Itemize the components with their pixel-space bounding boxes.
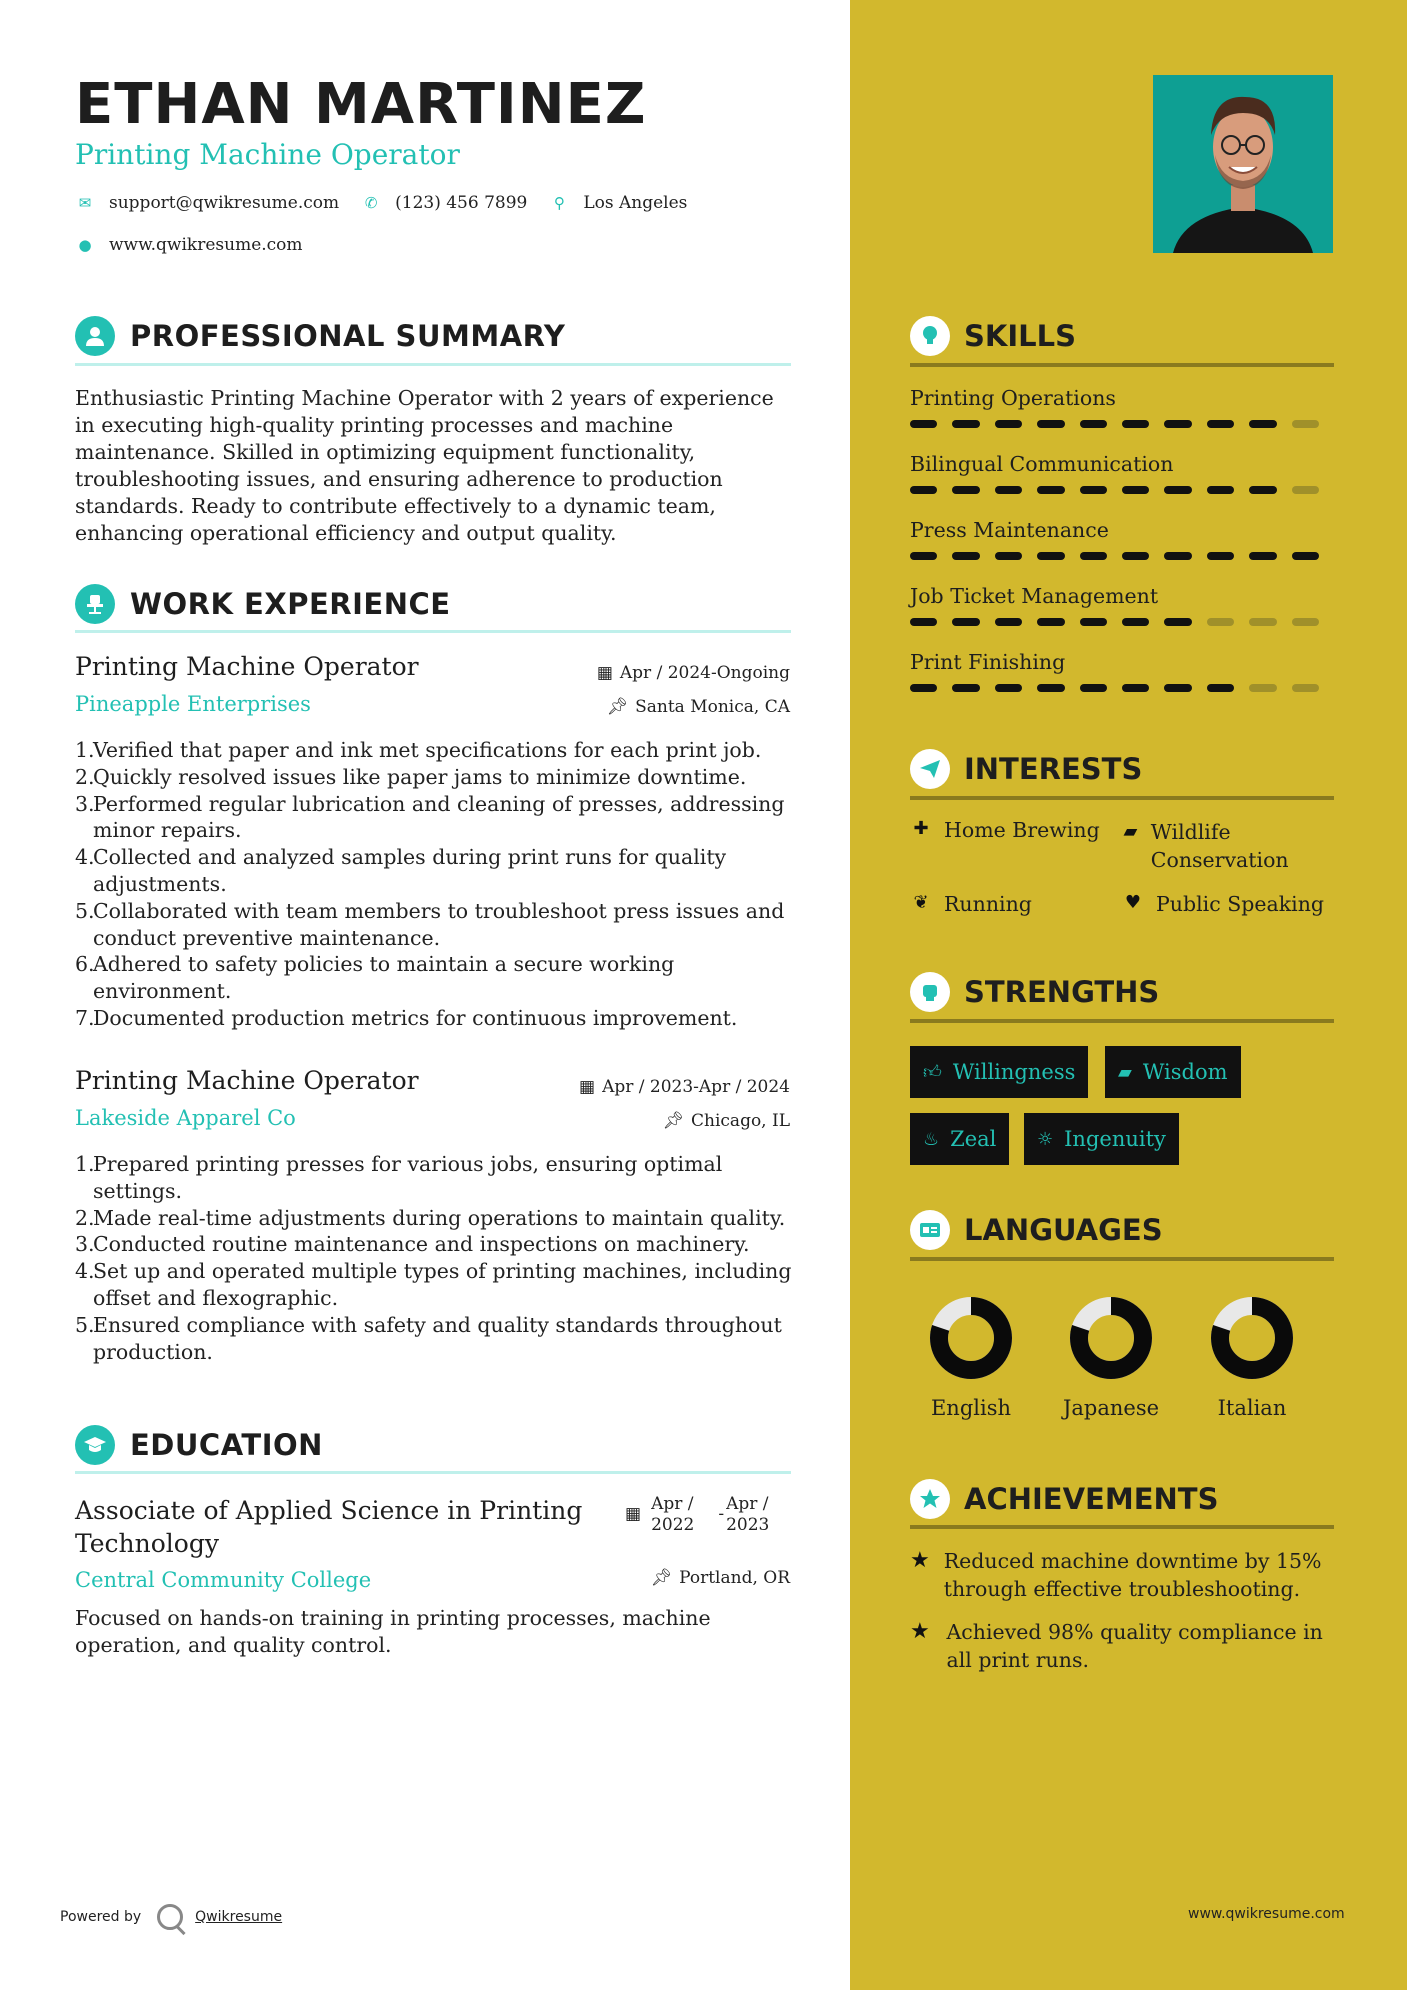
user-icon bbox=[75, 316, 115, 356]
education-end-year: 2023 bbox=[726, 1515, 770, 1535]
education-start bbox=[651, 1494, 694, 1536]
skill-dot bbox=[995, 552, 1022, 560]
calendar-icon: ▦ bbox=[579, 1077, 596, 1097]
languages-divider bbox=[910, 1257, 1334, 1261]
language-icon bbox=[910, 1210, 950, 1250]
skill-dot bbox=[1292, 420, 1319, 428]
skill-dot bbox=[1207, 618, 1234, 626]
summary-divider bbox=[75, 363, 791, 366]
list-item: Set up and operated multiple types of printing machines, including offset and flexographic. bbox=[93, 1259, 792, 1310]
skill-dot bbox=[910, 684, 937, 692]
strength-label: Ingenuity bbox=[1064, 1127, 1166, 1151]
skill-item bbox=[910, 650, 1334, 692]
list-item: Made real-time adjustments during operations to maintain quality. bbox=[93, 1205, 786, 1230]
interests-header bbox=[910, 749, 1142, 789]
degree-title: Associate of Applied Science in Printing Technology bbox=[75, 1496, 583, 1558]
skill-dot bbox=[1037, 486, 1064, 494]
strength-tag bbox=[910, 1113, 1009, 1165]
achievement-text: Reduced machine downtime by 15% through effective troubleshooting. bbox=[943, 1549, 1322, 1601]
strengths-header bbox=[910, 972, 1159, 1012]
job-2-duties bbox=[75, 1151, 795, 1365]
list-item: Collected and analyzed samples during print runs for quality adjustments. bbox=[93, 845, 727, 896]
list-item: Quickly resolved issues like paper jams to minimize downtime. bbox=[93, 764, 747, 789]
achievements-divider bbox=[910, 1525, 1334, 1529]
skill-dot bbox=[952, 618, 979, 626]
skills-header bbox=[910, 316, 1076, 356]
achievement-item bbox=[910, 1618, 1340, 1674]
education-heading: EDUCATION bbox=[130, 1428, 323, 1462]
lightbulb-icon: ☼ bbox=[1037, 1128, 1054, 1150]
job-2-date-text: Apr / 2023-Apr / 2024 bbox=[602, 1077, 790, 1097]
list-item: Documented production metrics for continuous improvement. bbox=[93, 1005, 738, 1030]
interests-heading: INTERESTS bbox=[964, 752, 1143, 786]
skill-dot bbox=[952, 486, 979, 494]
contact-row bbox=[75, 193, 709, 213]
language-item bbox=[1051, 1296, 1171, 1420]
list-item: Collaborated with team members to troubleshoot press issues and conduct preventive maintenance. bbox=[93, 898, 785, 950]
lightbulb-icon bbox=[910, 316, 950, 356]
job-1-date-text: Apr / 2024-Ongoing bbox=[619, 663, 790, 683]
skill-dot bbox=[1207, 552, 1234, 560]
education-description: Focused on hands-on training in printing processes, machine operation, and quality control. bbox=[75, 1606, 711, 1657]
strengths-heading: STRENGTHS bbox=[964, 975, 1160, 1009]
education-end bbox=[726, 1494, 769, 1536]
paw-icon: ❦ bbox=[913, 892, 929, 913]
experience-header bbox=[75, 584, 451, 624]
skill-dot bbox=[1122, 618, 1149, 626]
globe-icon: ● bbox=[78, 236, 92, 254]
skill-dot bbox=[1122, 486, 1149, 494]
contact-row-2 bbox=[75, 235, 325, 255]
skill-item bbox=[910, 452, 1334, 494]
phone-text: (123) 456 7899 bbox=[395, 193, 528, 213]
star-icon: ★ bbox=[910, 1619, 930, 1644]
profile-photo bbox=[1153, 75, 1333, 253]
skill-dot bbox=[1164, 486, 1191, 494]
skill-dot bbox=[1249, 486, 1276, 494]
job-1-location-text: Santa Monica, CA bbox=[635, 697, 790, 717]
skill-dot bbox=[1164, 420, 1191, 428]
skill-meter bbox=[910, 486, 1334, 494]
skill-dot bbox=[910, 420, 937, 428]
contact-phone[interactable] bbox=[361, 193, 527, 213]
education-location bbox=[651, 1568, 790, 1588]
skill-dot bbox=[995, 420, 1022, 428]
skill-dot bbox=[1292, 684, 1319, 692]
skills-divider bbox=[910, 363, 1334, 367]
skill-meter bbox=[910, 684, 1334, 692]
skill-dot bbox=[995, 486, 1022, 494]
summary-text: Enthusiastic Printing Machine Operator with 2 years of experience in executing high-quality printing processes and machine maintenance. Skilled in optimizing equipment functionality, troubleshooting issues, and ensuring adherence to production standards. Ready to contribute effectively to a dynamic team, enhancing operational efficiency and output quality. bbox=[75, 386, 774, 545]
contact-location bbox=[549, 193, 687, 213]
job-2-location bbox=[662, 1111, 790, 1131]
skill-dot bbox=[952, 552, 979, 560]
skill-dot bbox=[995, 618, 1022, 626]
school-name: Central Community College bbox=[75, 1568, 372, 1592]
skill-meter bbox=[910, 552, 1334, 560]
experience-heading: WORK EXPERIENCE bbox=[130, 587, 451, 621]
skill-dot bbox=[1037, 684, 1064, 692]
list-item: Adhered to safety policies to maintain a secure working environment. bbox=[93, 952, 675, 1004]
paper-plane-icon bbox=[910, 749, 950, 789]
envelope-icon: ✉ bbox=[78, 194, 92, 212]
language-name: Japanese bbox=[1062, 1396, 1160, 1420]
skill-dot bbox=[1080, 420, 1107, 428]
powered-by bbox=[60, 1904, 282, 1930]
strength-label: Willingness bbox=[952, 1060, 1076, 1084]
strength-label: Wisdom bbox=[1142, 1060, 1228, 1084]
skill-dot bbox=[1122, 552, 1149, 560]
skill-dot bbox=[952, 684, 979, 692]
skill-dot bbox=[1080, 486, 1107, 494]
strength-tag bbox=[910, 1046, 1088, 1098]
brand-link[interactable]: Qwikresume bbox=[195, 1909, 283, 1925]
location-text: Los Angeles bbox=[583, 193, 688, 213]
languages-header bbox=[910, 1210, 1163, 1250]
job-2-company: Lakeside Apparel Co bbox=[75, 1106, 296, 1130]
skill-dot bbox=[1080, 684, 1107, 692]
skill-dot bbox=[1122, 684, 1149, 692]
language-name: Italian bbox=[1217, 1396, 1287, 1420]
strength-tag bbox=[1105, 1046, 1241, 1098]
list-item: Ensured compliance with safety and quality standards throughout production. bbox=[93, 1312, 782, 1364]
pin-icon: 📌︎ bbox=[650, 1568, 673, 1588]
fist-icon bbox=[910, 972, 950, 1012]
skill-item bbox=[910, 518, 1334, 560]
language-name: English bbox=[930, 1396, 1012, 1420]
skill-dot bbox=[1080, 618, 1107, 626]
book-icon: ▰ bbox=[1118, 1061, 1132, 1083]
language-item bbox=[911, 1296, 1031, 1420]
list-item: Prepared printing presses for various jobs, ensuring optimal settings. bbox=[93, 1152, 723, 1203]
job-2-date bbox=[579, 1077, 790, 1097]
footer-url[interactable]: www.qwikresume.com bbox=[1188, 1906, 1345, 1922]
pin-icon: 📌︎ bbox=[662, 1111, 685, 1131]
achievement-text: Achieved 98% quality compliance in all print runs. bbox=[946, 1620, 1323, 1672]
strength-tag bbox=[1024, 1113, 1179, 1165]
puzzle-icon: ✚ bbox=[913, 818, 929, 839]
calendar-icon: ▦ bbox=[596, 663, 613, 683]
interest-item bbox=[1122, 818, 1322, 874]
education-location-text: Portland, OR bbox=[679, 1568, 790, 1588]
skill-meter bbox=[910, 618, 1334, 626]
job-1-date bbox=[597, 663, 790, 683]
skill-dot bbox=[1292, 618, 1319, 626]
skill-dot bbox=[910, 552, 937, 560]
skill-name: Printing Operations bbox=[910, 386, 1116, 410]
skill-dot bbox=[1292, 552, 1319, 560]
skill-dot bbox=[1207, 684, 1234, 692]
candidate-title: Printing Machine Operator bbox=[75, 138, 460, 171]
language-ring bbox=[1069, 1296, 1153, 1380]
language-ring bbox=[1210, 1296, 1294, 1380]
pin-icon: 📌︎ bbox=[606, 697, 629, 717]
skill-dot bbox=[995, 684, 1022, 692]
heartbeat-icon: ♥ bbox=[1124, 892, 1142, 913]
experience-divider bbox=[75, 630, 791, 633]
summary-header bbox=[75, 316, 565, 356]
skill-dot bbox=[910, 618, 937, 626]
interest-label: Home Brewing bbox=[944, 818, 1100, 842]
contact-website[interactable] bbox=[75, 235, 303, 255]
phone-icon: ✆ bbox=[364, 194, 378, 212]
strength-label: Zeal bbox=[950, 1127, 997, 1151]
skill-dot bbox=[1164, 552, 1191, 560]
skill-dot bbox=[1037, 552, 1064, 560]
thumbs-up-icon: 👍︎ bbox=[923, 1062, 942, 1083]
contact-email[interactable] bbox=[75, 193, 339, 213]
strengths-divider bbox=[910, 1019, 1334, 1023]
candidate-name: ETHAN MARTINEZ bbox=[75, 72, 647, 137]
education-divider bbox=[75, 1471, 791, 1474]
skill-meter bbox=[910, 420, 1334, 428]
job-1-company: Pineapple Enterprises bbox=[75, 692, 311, 716]
avatar bbox=[1153, 75, 1333, 253]
skill-name: Press Maintenance bbox=[910, 518, 1109, 542]
skill-item bbox=[910, 584, 1334, 626]
skill-dot bbox=[1207, 420, 1234, 428]
languages-heading: LANGUAGES bbox=[964, 1213, 1163, 1247]
interests-divider bbox=[910, 796, 1334, 800]
language-item bbox=[1192, 1296, 1312, 1420]
list-item: Verified that paper and ink met specifications for each print job. bbox=[93, 738, 762, 762]
fire-icon: ♨ bbox=[923, 1128, 940, 1150]
education-start-month: Apr / bbox=[651, 1494, 694, 1514]
education-end-month: Apr / bbox=[726, 1494, 769, 1514]
book-icon: ▰ bbox=[1123, 821, 1138, 842]
skill-dot bbox=[1249, 552, 1276, 560]
achievement-item bbox=[910, 1547, 1340, 1603]
interest-item bbox=[1122, 892, 1332, 916]
skills-heading: SKILLS bbox=[964, 319, 1076, 353]
calendar-icon: ▦ bbox=[625, 1504, 642, 1524]
email-text: support@qwikresume.com bbox=[109, 193, 340, 213]
skill-name: Job Ticket Management bbox=[910, 584, 1159, 608]
language-ring bbox=[929, 1296, 1013, 1380]
job-1-duties bbox=[75, 737, 795, 1032]
achievements-heading: ACHIEVEMENTS bbox=[964, 1482, 1219, 1516]
education-header bbox=[75, 1425, 323, 1465]
skill-dot bbox=[952, 420, 979, 428]
job-2-location-text: Chicago, IL bbox=[691, 1111, 790, 1131]
interest-label: Wildlife Conservation bbox=[1150, 820, 1289, 872]
interest-label: Public Speaking bbox=[1156, 892, 1325, 916]
skill-dot bbox=[1164, 618, 1191, 626]
job-1-location bbox=[607, 697, 790, 717]
skill-dot bbox=[1122, 420, 1149, 428]
skill-dot bbox=[1249, 618, 1276, 626]
skill-dot bbox=[1164, 684, 1191, 692]
qwikresume-logo-icon bbox=[157, 1904, 183, 1930]
skill-dot bbox=[1207, 486, 1234, 494]
skill-dot bbox=[1080, 552, 1107, 560]
list-item: Performed regular lubrication and cleaning of presses, addressing minor repairs. bbox=[93, 791, 785, 843]
powered-by-label: Powered by bbox=[60, 1909, 142, 1925]
star-icon bbox=[910, 1479, 950, 1519]
job-2-title: Printing Machine Operator bbox=[75, 1066, 419, 1095]
skill-name: Print Finishing bbox=[910, 650, 1066, 674]
job-1-title: Printing Machine Operator bbox=[75, 652, 419, 681]
education-dates bbox=[625, 1494, 769, 1536]
skill-name: Bilingual Communication bbox=[910, 452, 1174, 476]
map-pin-icon: ⚲ bbox=[553, 194, 565, 212]
date-separator: - bbox=[718, 1504, 725, 1524]
skill-item bbox=[910, 386, 1334, 428]
achievements-header bbox=[910, 1479, 1218, 1519]
interest-item bbox=[910, 892, 1110, 916]
website-text: www.qwikresume.com bbox=[109, 235, 303, 255]
skill-dot bbox=[910, 486, 937, 494]
office-chair-icon bbox=[75, 584, 115, 624]
list-item: Conducted routine maintenance and inspections on machinery. bbox=[93, 1232, 750, 1257]
summary-heading: PROFESSIONAL SUMMARY bbox=[130, 319, 566, 353]
skill-dot bbox=[1292, 486, 1319, 494]
skill-dot bbox=[1037, 420, 1064, 428]
star-icon: ★ bbox=[910, 1548, 930, 1573]
graduation-cap-icon bbox=[75, 1425, 115, 1465]
skill-dot bbox=[1249, 684, 1276, 692]
education-start-year: 2022 bbox=[651, 1515, 695, 1535]
interest-label: Running bbox=[944, 892, 1032, 916]
skill-dot bbox=[1249, 420, 1276, 428]
interest-item bbox=[910, 818, 1110, 842]
skill-dot bbox=[1037, 618, 1064, 626]
